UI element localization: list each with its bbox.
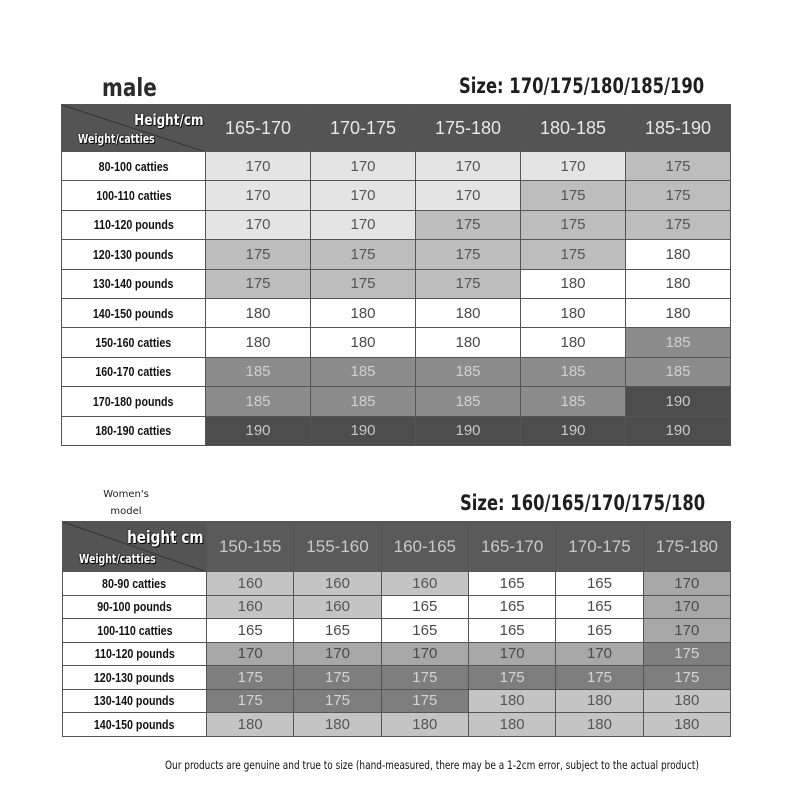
size-cell: 170 — [311, 181, 416, 210]
size-cell: 175 — [207, 689, 294, 713]
size-cell: 180 — [556, 689, 643, 713]
size-cell: 190 — [311, 416, 416, 445]
size-cell: 165 — [381, 595, 468, 619]
male-size-table — [61, 104, 731, 446]
size-cell: 160 — [294, 595, 381, 619]
size-cell: 170 — [416, 152, 521, 181]
size-cell: 170 — [556, 642, 643, 666]
column-header: 175-180 — [643, 522, 730, 572]
size-cell: 170 — [643, 595, 730, 619]
size-cell: 175 — [294, 689, 381, 713]
weight-range-text: 150-160 catties — [95, 335, 172, 351]
size-cell: 180 — [311, 328, 416, 357]
size-cell: 185 — [626, 357, 731, 386]
weight-range-label — [63, 595, 207, 619]
weight-range-text: 180-190 catties — [95, 423, 172, 439]
size-cell: 180 — [521, 298, 626, 327]
weight-range-text: 110-120 pounds — [93, 217, 174, 233]
size-cell: 175 — [206, 240, 311, 269]
column-header: 165-170 — [206, 105, 311, 152]
size-cell: 175 — [416, 269, 521, 298]
weight-range-label — [62, 152, 206, 181]
size-cell: 165 — [556, 572, 643, 596]
size-cell: 180 — [207, 713, 294, 737]
weight-range-label — [63, 642, 207, 666]
column-header: 160-165 — [381, 522, 468, 572]
table-row — [62, 416, 731, 445]
size-cell: 170 — [206, 152, 311, 181]
size-cell: 175 — [643, 666, 730, 690]
weight-range-label — [62, 328, 206, 357]
weight-range-label — [62, 210, 206, 239]
height-axis-label: height cm — [127, 528, 204, 548]
weight-range-label — [62, 240, 206, 269]
size-cell: 165 — [556, 595, 643, 619]
women-section-title: Women's model — [103, 489, 149, 517]
male-section-title: male — [102, 73, 157, 102]
size-cell: 165 — [381, 619, 468, 643]
weight-range-label — [62, 269, 206, 298]
table-row — [63, 572, 731, 596]
size-cell: 175 — [311, 269, 416, 298]
size-cell: 185 — [626, 328, 731, 357]
size-cell: 175 — [294, 666, 381, 690]
weight-range-text: 120-130 pounds — [93, 246, 174, 262]
column-header: 155-160 — [294, 522, 381, 572]
size-cell: 170 — [294, 642, 381, 666]
size-cell: 165 — [556, 619, 643, 643]
weight-range-text: 130-140 pounds — [94, 693, 175, 709]
size-cell: 165 — [207, 619, 294, 643]
table-row — [62, 210, 731, 239]
size-cell: 175 — [521, 181, 626, 210]
table-row — [63, 666, 731, 690]
weight-range-text: 140-150 pounds — [93, 305, 174, 321]
size-cell: 175 — [206, 269, 311, 298]
size-cell: 180 — [521, 269, 626, 298]
size-cell: 190 — [416, 416, 521, 445]
table-row — [62, 298, 731, 327]
column-header: 170-175 — [556, 522, 643, 572]
size-cell: 175 — [521, 210, 626, 239]
weight-range-label — [62, 298, 206, 327]
size-cell: 165 — [468, 619, 555, 643]
table-row — [63, 619, 731, 643]
male-corner-header — [62, 105, 206, 152]
weight-range-label — [62, 416, 206, 445]
size-cell: 185 — [521, 357, 626, 386]
column-header: 150-155 — [207, 522, 294, 572]
weight-range-label — [63, 713, 207, 737]
weight-range-label — [63, 572, 207, 596]
size-cell: 185 — [206, 357, 311, 386]
women-size-label: Size: 160/165/170/175/180 — [460, 491, 706, 515]
weight-range-label — [62, 387, 206, 416]
size-cell: 185 — [206, 387, 311, 416]
women-header-row — [63, 522, 731, 572]
weight-axis-label: Weight/catties — [79, 552, 156, 566]
size-cell: 180 — [643, 689, 730, 713]
column-header: 165-170 — [468, 522, 555, 572]
size-cell: 175 — [556, 666, 643, 690]
weight-range-label — [63, 619, 207, 643]
weight-range-text: 100-110 catties — [96, 622, 173, 638]
size-cell: 175 — [468, 666, 555, 690]
size-cell: 180 — [381, 713, 468, 737]
weight-range-text: 110-120 pounds — [94, 646, 175, 662]
weight-axis-label: Weight/catties — [78, 132, 155, 146]
size-cell: 175 — [643, 642, 730, 666]
size-cell: 190 — [626, 416, 731, 445]
weight-range-label — [63, 689, 207, 713]
size-cell: 170 — [311, 152, 416, 181]
size-cell: 180 — [206, 328, 311, 357]
size-cell: 170 — [521, 152, 626, 181]
weight-range-text: 140-150 pounds — [94, 716, 175, 732]
table-row — [62, 181, 731, 210]
weight-range-text: 100-110 catties — [95, 188, 172, 204]
weight-range-label — [62, 357, 206, 386]
size-cell: 170 — [206, 181, 311, 210]
weight-range-text: 170-180 pounds — [93, 393, 174, 409]
weight-range-text: 90-100 pounds — [97, 599, 172, 615]
size-cell: 170 — [643, 619, 730, 643]
size-cell: 185 — [311, 387, 416, 416]
column-header: 175-180 — [416, 105, 521, 152]
size-cell: 175 — [207, 666, 294, 690]
size-cell: 175 — [521, 240, 626, 269]
size-cell: 180 — [311, 298, 416, 327]
table-row — [63, 642, 731, 666]
male-size-label: Size: 170/175/180/185/190 — [459, 74, 705, 98]
table-row — [62, 387, 731, 416]
column-header: 170-175 — [311, 105, 416, 152]
size-cell: 185 — [521, 387, 626, 416]
size-cell: 180 — [468, 713, 555, 737]
weight-range-label — [63, 666, 207, 690]
size-cell: 175 — [311, 240, 416, 269]
table-row — [62, 357, 731, 386]
table-row — [62, 240, 731, 269]
size-cell: 160 — [207, 595, 294, 619]
size-cell: 185 — [311, 357, 416, 386]
weight-range-text: 80-90 catties — [102, 575, 167, 591]
size-cell: 175 — [381, 689, 468, 713]
size-cell: 180 — [643, 713, 730, 737]
table-row — [62, 152, 731, 181]
size-cell: 185 — [416, 387, 521, 416]
women-corner-header — [63, 522, 207, 572]
table-row — [63, 689, 731, 713]
table-row — [63, 713, 731, 737]
size-cell: 160 — [381, 572, 468, 596]
size-cell: 180 — [521, 328, 626, 357]
size-cell: 170 — [416, 181, 521, 210]
size-cell: 180 — [556, 713, 643, 737]
size-cell: 180 — [626, 298, 731, 327]
size-cell: 165 — [294, 619, 381, 643]
column-header: 185-190 — [626, 105, 731, 152]
size-cell: 175 — [381, 666, 468, 690]
table-row — [62, 328, 731, 357]
size-cell: 170 — [468, 642, 555, 666]
weight-range-text: 160-170 catties — [95, 364, 172, 380]
weight-range-text: 80-100 catties — [98, 158, 169, 174]
size-cell: 175 — [626, 152, 731, 181]
weight-range-label — [62, 181, 206, 210]
size-cell: 180 — [416, 328, 521, 357]
height-axis-label: Height/cm — [133, 111, 203, 129]
size-cell: 165 — [468, 572, 555, 596]
women-size-table — [62, 521, 731, 737]
size-cell: 180 — [416, 298, 521, 327]
size-cell: 170 — [643, 572, 730, 596]
size-cell: 185 — [416, 357, 521, 386]
size-cell: 170 — [381, 642, 468, 666]
column-header: 180-185 — [521, 105, 626, 152]
size-cell: 190 — [626, 387, 731, 416]
size-cell: 175 — [626, 181, 731, 210]
size-cell: 180 — [626, 240, 731, 269]
size-cell: 160 — [294, 572, 381, 596]
size-cell: 180 — [206, 298, 311, 327]
weight-range-text: 130-140 pounds — [93, 276, 174, 292]
size-cell: 170 — [311, 210, 416, 239]
table-row — [63, 595, 731, 619]
table-row — [62, 269, 731, 298]
footer-disclaimer: Our products are genuine and true to size (hand-measured, there may be a 1-2cm error, subject to the actual product) — [165, 758, 699, 772]
size-cell: 180 — [294, 713, 381, 737]
size-cell: 190 — [206, 416, 311, 445]
size-cell: 160 — [207, 572, 294, 596]
size-cell: 175 — [416, 240, 521, 269]
size-cell: 180 — [468, 689, 555, 713]
size-cell: 170 — [207, 642, 294, 666]
size-cell: 170 — [206, 210, 311, 239]
size-cell: 180 — [626, 269, 731, 298]
size-cell: 175 — [626, 210, 731, 239]
male-header-row — [62, 105, 731, 152]
size-cell: 190 — [521, 416, 626, 445]
size-cell: 165 — [468, 595, 555, 619]
weight-range-text: 120-130 pounds — [94, 669, 175, 685]
size-cell: 175 — [416, 210, 521, 239]
